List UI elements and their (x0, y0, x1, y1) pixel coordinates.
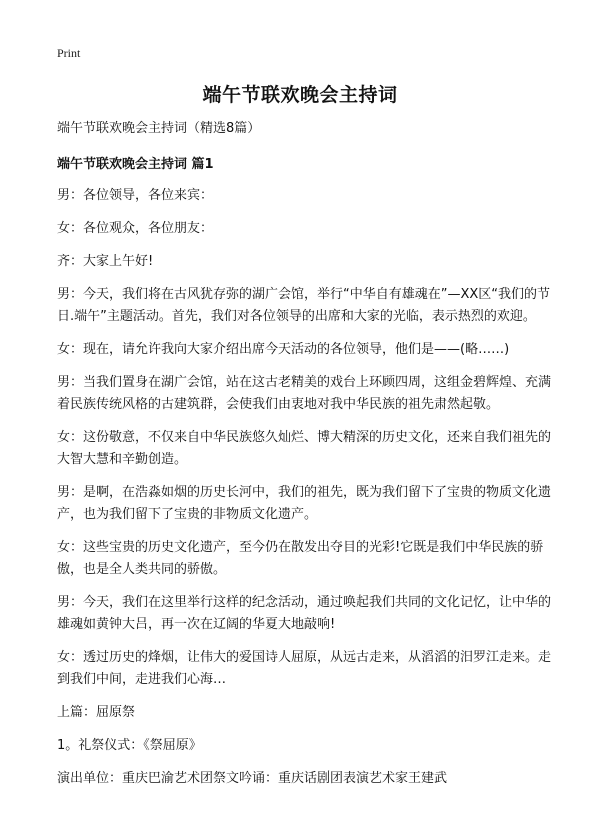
print-link[interactable]: Print (57, 46, 81, 60)
paragraph: 女：这份敬意，不仅来自中华民族悠久灿烂、博大精深的历史文化，还来自我们祖先的大智大慧和辛勤创造。 (57, 430, 552, 467)
paragraph: 1。礼祭仪式：《祭屈原》 (57, 738, 202, 753)
paragraph: 男：是啊，在浩淼如烟的历史长河中，我们的祖先，既为我们留下了宝贵的物质文化遗产，也为我们留下了宝贵的非物质文化遗产。 (57, 485, 552, 522)
paragraph: 演出单位：重庆巴渝艺术团祭文吟诵：重庆话剧团表演艺术家王建武 (57, 771, 448, 786)
paragraph: 女：现在，请允许我向大家介绍出席今天活动的各位领导，他们是——(略……) (57, 342, 510, 357)
paragraph: 男：今天，我们将在古风犹存弥的湖广会馆，举行“中华自有雄魂在”—XX区“我们的节日.端午”主题活动。首先，我们对各位领导的出席和大家的光临，表示热烈的欢迎。 (57, 287, 551, 324)
page-title: 端午节联欢晚会主持词 (202, 84, 398, 106)
document-body (57, 118, 557, 801)
paragraph: 女：这些宝贵的历史文化遗产，至今仍在散发出夺目的光彩!它既是我们中华民族的骄傲，也是全人类共同的骄傲。 (57, 540, 544, 577)
paragraph: 男：当我们置身在湖广会馆，站在这古老精美的戏台上环顾四周，这组金碧辉煌、充满着民族传统风格的古建筑群，会使我们由衷地对我中华民族的祖先肃然起敬。 (57, 375, 552, 412)
paragraph: 男：各位领导，各位来宾： (57, 188, 214, 203)
paragraph: 女：透过历史的烽烟，让伟大的爱国诗人屈原，从远古走来，从滔滔的汨罗江走来。走到我们中间，走进我们心海… (57, 650, 552, 687)
paragraph: 男：今天，我们在这里举行这样的纪念活动，通过唤起我们共同的文化记忆，让中华的雄魂如黄钟大吕，再一次在辽阔的华夏大地敲响! (57, 595, 552, 632)
section-heading: 端午节联欢晚会主持词 篇1 (57, 157, 214, 172)
paragraph: 上篇：屈原祭 (57, 705, 136, 720)
paragraph: 女：各位观众，各位朋友： (57, 221, 214, 236)
document-subtitle: 端午节联欢晚会主持词（精选8篇） (57, 121, 261, 136)
paragraph: 齐：大家上午好! (57, 254, 154, 269)
